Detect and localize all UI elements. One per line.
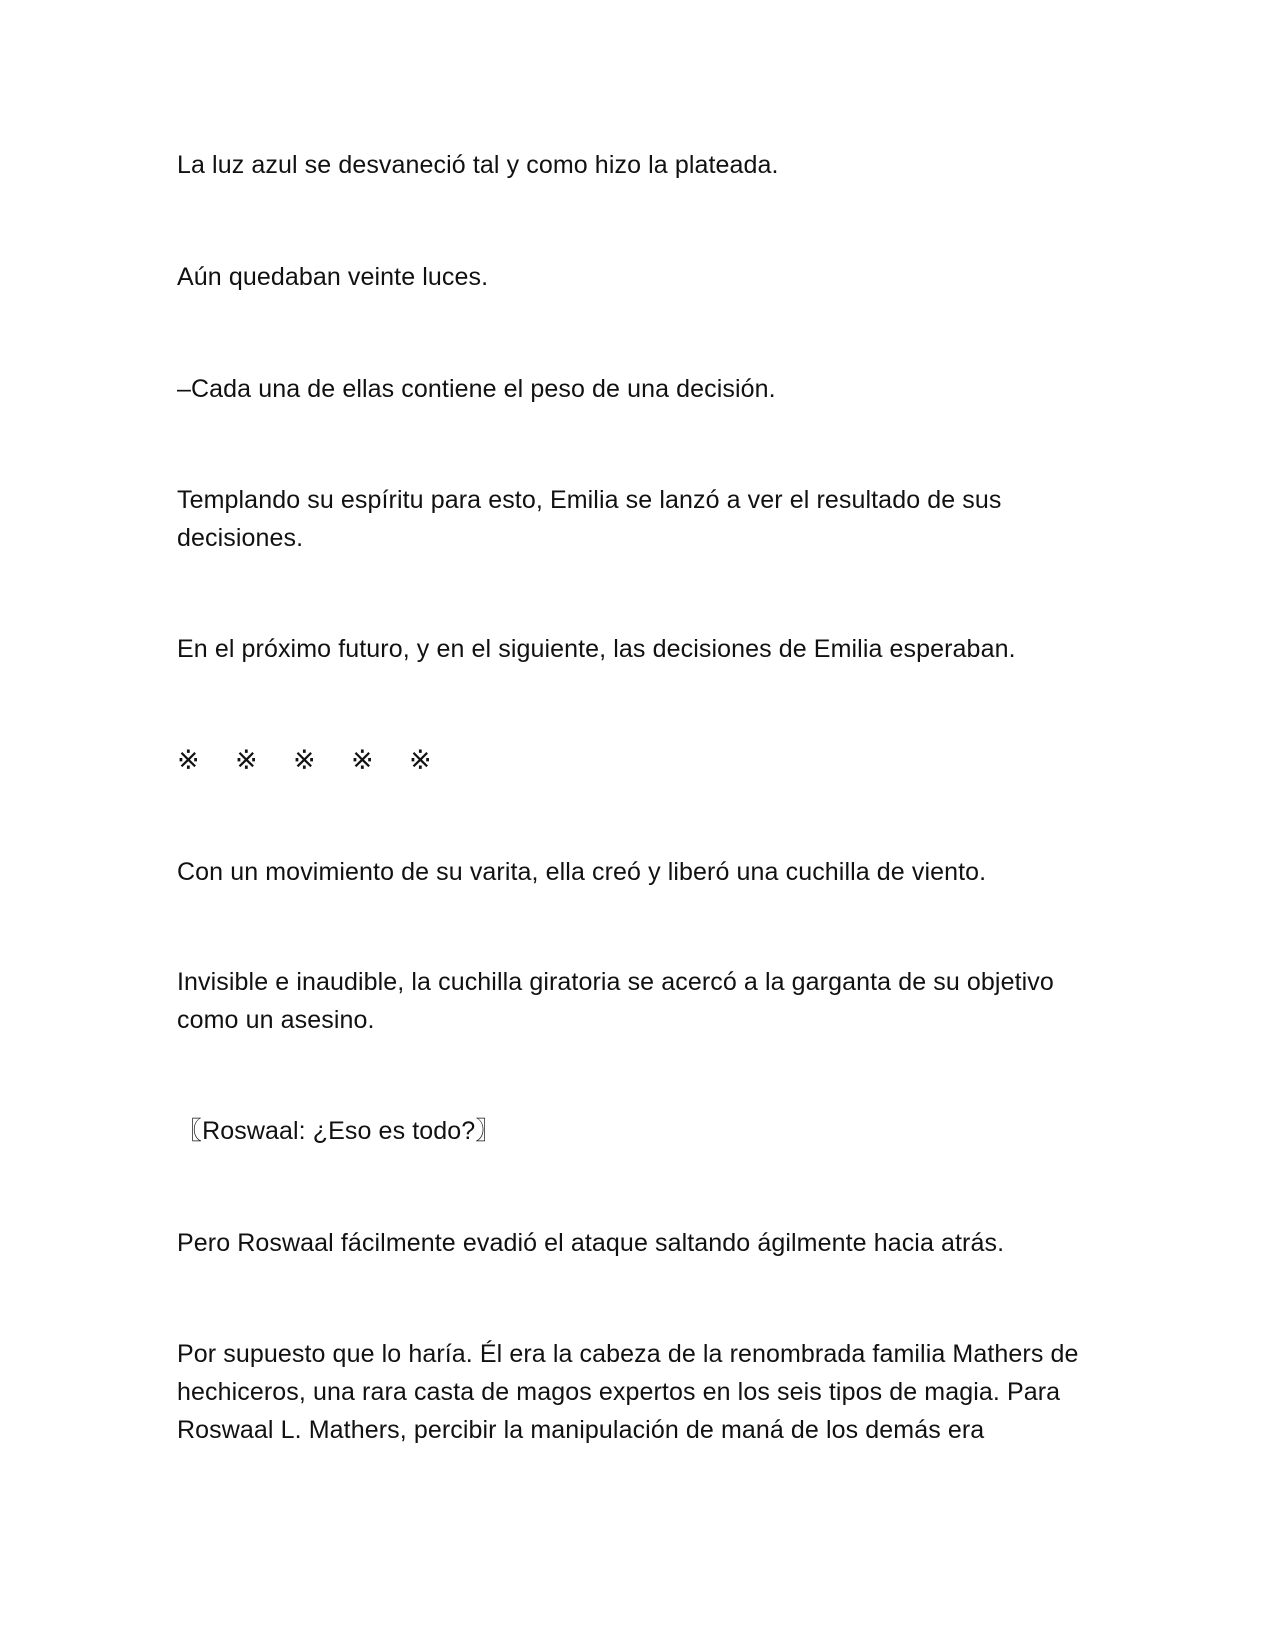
paragraph-2: Aún quedaban veinte luces. — [177, 263, 489, 291]
paragraph-5: En el próximo futuro, y en el siguiente, las decisiones de Emilia esperaban. — [177, 635, 1016, 663]
scene-break-mark: ※ — [409, 745, 432, 776]
scene-break — [177, 742, 467, 780]
paragraph-1: La luz azul se desvaneció tal y como hizo la plateada. — [177, 151, 779, 179]
scene-break-mark: ※ — [293, 745, 316, 776]
paragraph-9: Por supuesto que lo haría. Él era la cabeza de la renombrada familia Mathers de hechiceros, una rara casta de magos expertos en los seis tipos de magia. Para Roswaal L. Mathers, percibir la manipulación de maná de los demás era — [177, 1340, 1079, 1444]
scene-break-mark: ※ — [177, 745, 200, 776]
paragraph-3: –Cada una de ellas contiene el peso de una decisión. — [177, 375, 776, 403]
scene-break-mark: ※ — [351, 745, 374, 776]
paragraph-4: Templando su espíritu para esto, Emilia se lanzó a ver el resultado de sus decisiones. — [177, 486, 1002, 552]
paragraph-8: Pero Roswaal fácilmente evadió el ataque saltando ágilmente hacia atrás. — [177, 1229, 1005, 1257]
scene-break-mark: ※ — [235, 745, 258, 776]
paragraph-7: Invisible e inaudible, la cuchilla giratoria se acercó a la garganta de su objetivo como un asesino. — [177, 968, 1054, 1034]
paragraph-6: Con un movimiento de su varita, ella creó y liberó una cuchilla de viento. — [177, 858, 987, 886]
dialogue-line: 〖Roswaal: ¿Eso es todo?〗 — [177, 1117, 501, 1145]
